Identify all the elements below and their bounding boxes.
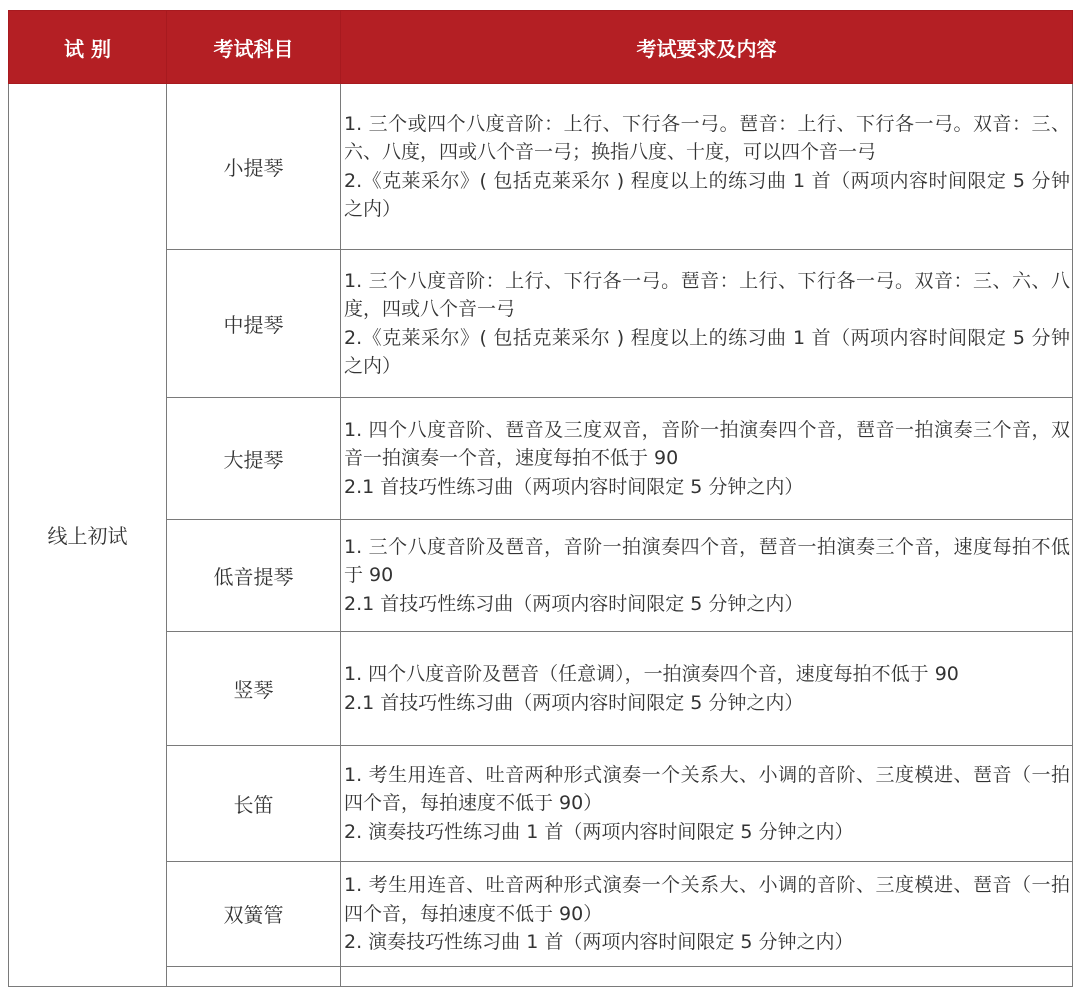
- requirement-line: 2.1 首技巧性练习曲（两项内容时间限定 5 分钟之内）: [344, 475, 804, 498]
- subject-cell: 中提琴: [167, 250, 341, 398]
- table-row: [9, 746, 1073, 862]
- requirement-line: 1. 三个或四个八度音阶：上行、下行各一弓。琶音：上行、下行各一弓。双音：三、六、八度，四或八个音一弓；换指八度、十度，可以四个音一弓: [344, 112, 1070, 163]
- requirement-cell: [341, 398, 1073, 520]
- table-body: [9, 84, 1073, 987]
- table-row: [9, 84, 1073, 250]
- requirement-line: 2. 演奏技巧性练习曲 1 首（两项内容时间限定 5 分钟之内）: [344, 931, 854, 953]
- subject-cell: 小提琴: [167, 84, 341, 250]
- table-row: [9, 520, 1073, 632]
- header-content: 考试要求及内容: [341, 11, 1073, 84]
- requirement-line: 2.《克莱采尔》( 包括克莱采尔 ) 程度以上的练习曲 1 首（两项内容时间限定 5 分钟之内）: [344, 326, 1070, 377]
- requirement-line: 1. 考生用连音、吐音两种形式演奏一个关系大、小调的音阶、三度模进、琶音（一拍四个音，每拍速度不低于 90）: [344, 763, 1070, 815]
- requirement-line: 1. 考生用连音、吐音两种形式演奏一个关系大、小调的音阶、三度模进、琶音（一拍四个音，每拍速度不低于 90）: [344, 874, 1070, 925]
- category-cell: 线上初试: [9, 84, 167, 987]
- requirement-line: 1. 四个八度音阶及琶音（任意调），一拍演奏四个音，速度每拍不低于 90: [344, 663, 959, 685]
- requirement-line: 2.1 首技巧性练习曲（两项内容时间限定 5 分钟之内）: [344, 691, 804, 714]
- header-category: 试 别: [9, 11, 167, 84]
- subject-cell: 低音提琴: [167, 520, 341, 632]
- requirement-cell: [341, 746, 1073, 862]
- table-row: [9, 862, 1073, 967]
- exam-requirements-table-container: [8, 10, 1072, 987]
- subject-cell-empty: [167, 966, 341, 986]
- table-row: [9, 398, 1073, 520]
- header-subject: 考试科目: [167, 11, 341, 84]
- table-header: [9, 11, 1073, 84]
- requirement-line: 2.《克莱采尔》( 包括克莱采尔 ) 程度以上的练习曲 1 首（两项内容时间限定 5 分钟之内）: [344, 169, 1070, 220]
- requirement-line: 1. 四个八度音阶、琶音及三度双音，音阶一拍演奏四个音，琶音一拍演奏三个音，双音一拍演奏一个音，速度每拍不低于 90: [344, 418, 1070, 470]
- requirement-line: 2. 演奏技巧性练习曲 1 首（两项内容时间限定 5 分钟之内）: [344, 820, 854, 843]
- subject-cell: 长笛: [167, 746, 341, 862]
- subject-cell: 双簧管: [167, 862, 341, 967]
- requirement-cell: [341, 84, 1073, 250]
- table-row-partial: [9, 966, 1073, 986]
- requirement-cell: [341, 250, 1073, 398]
- requirement-cell: [341, 862, 1073, 967]
- requirement-cell: [341, 632, 1073, 746]
- subject-cell: 竖琴: [167, 632, 341, 746]
- exam-requirements-table: [8, 10, 1073, 987]
- requirement-line: 1. 三个八度音阶：上行、下行各一弓。琶音：上行、下行各一弓。双音：三、六、八度，四或八个音一弓: [344, 269, 1070, 320]
- requirement-cell-empty: [341, 966, 1073, 986]
- requirement-cell: [341, 520, 1073, 632]
- subject-cell: 大提琴: [167, 398, 341, 520]
- requirement-line: 2.1 首技巧性练习曲（两项内容时间限定 5 分钟之内）: [344, 592, 804, 615]
- table-row: [9, 250, 1073, 398]
- requirement-line: 1. 三个八度音阶及琶音，音阶一拍演奏四个音，琶音一拍演奏三个音，速度每拍不低于 90: [344, 535, 1070, 587]
- table-row: [9, 632, 1073, 746]
